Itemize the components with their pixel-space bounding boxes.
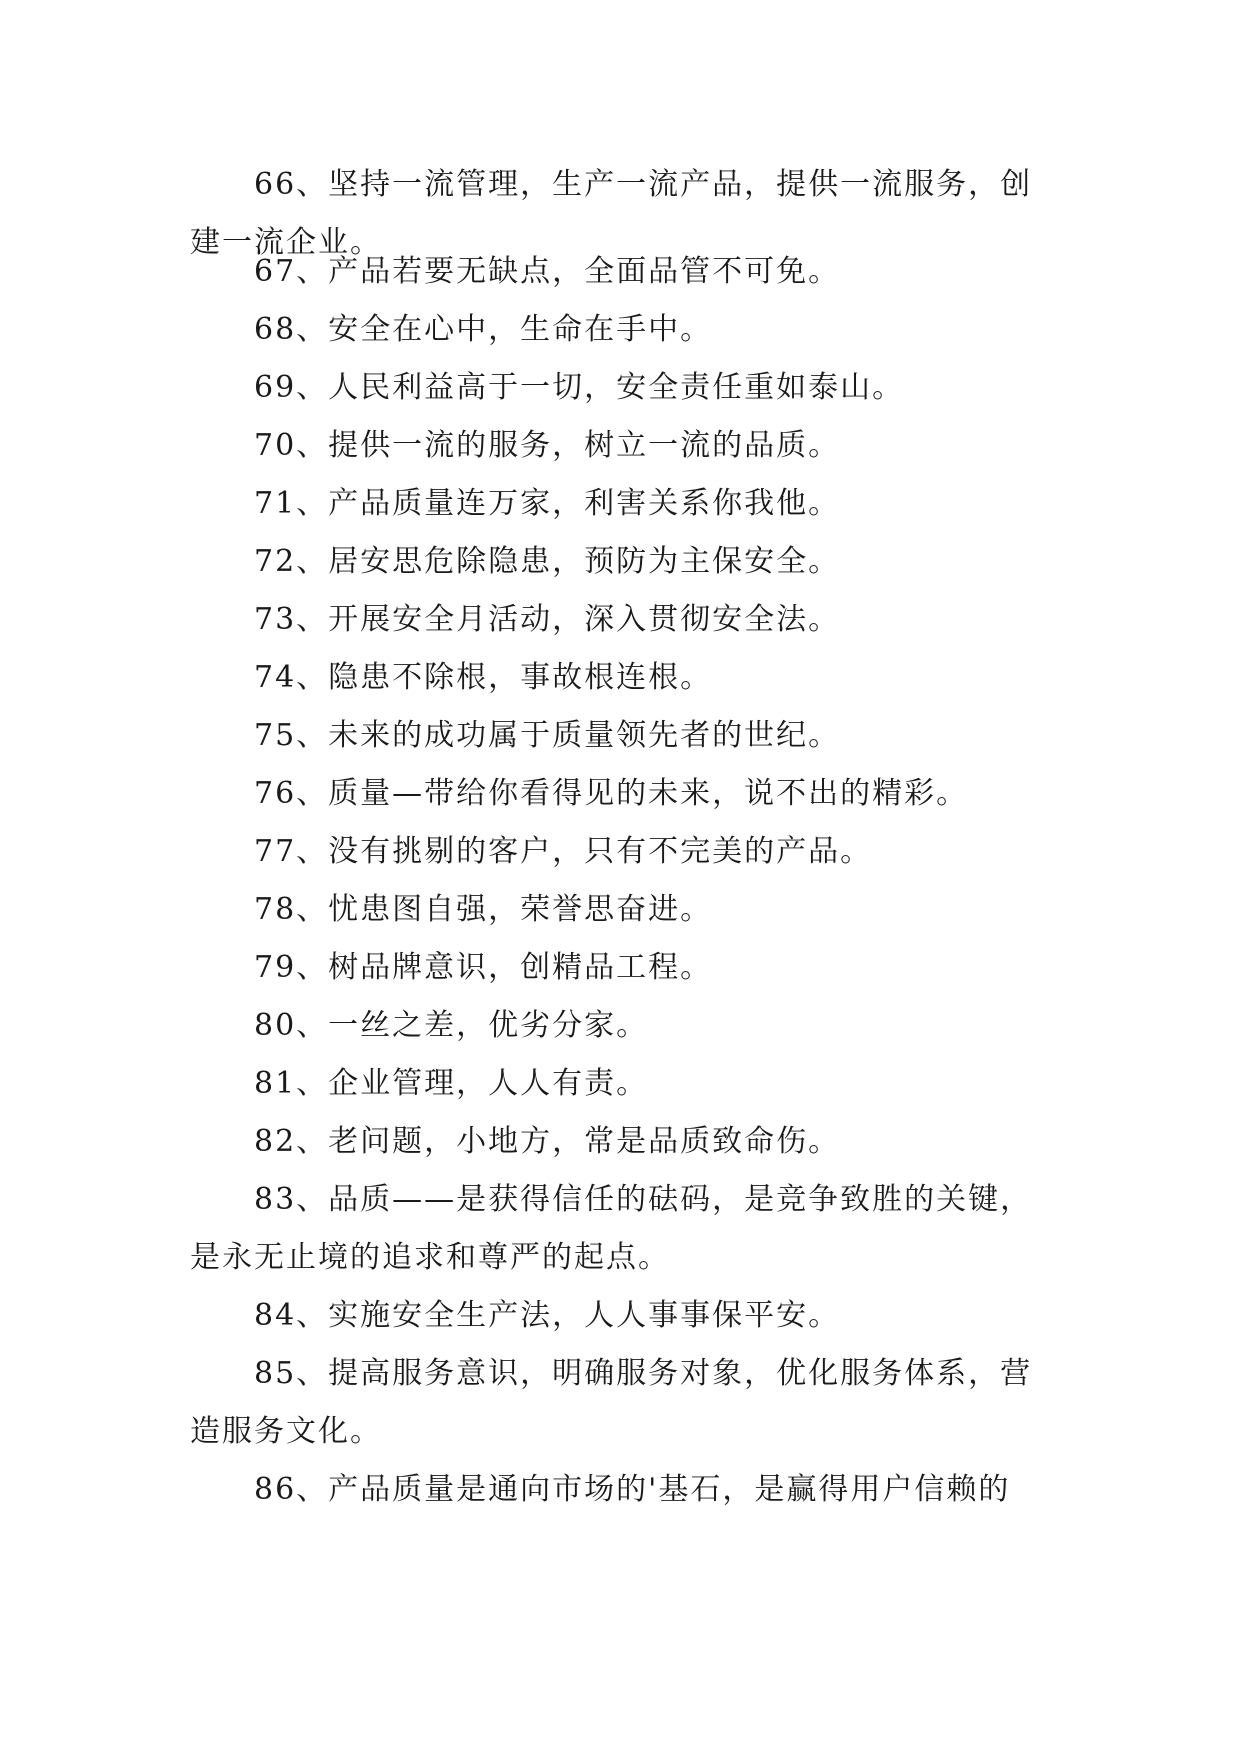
paragraph-77: 77、没有挑剔的客户，只有不完美的产品。: [254, 834, 873, 869]
paragraph-75: 75、未来的成功属于质量领先者的世纪。: [254, 718, 841, 753]
paragraph-80: 80、一丝之差，优劣分家。: [254, 1008, 649, 1043]
paragraph-73: 73、开展安全月活动，深入贯彻安全法。: [254, 602, 841, 637]
paragraph-78: 78、忧患图自强，荣誉思奋进。: [254, 892, 713, 927]
paragraph-81: 81、企业管理，人人有责。: [254, 1066, 649, 1101]
paragraph-76: 76、质量—带给你看得见的未来，说不出的精彩。: [254, 776, 969, 811]
paragraph-86: 86、产品质量是通向市场的'基石，是赢得用户信赖的: [254, 1472, 1011, 1507]
paragraph-85: 85、提高服务意识，明确服务对象，优化服务体系，营造服务文化。: [190, 1356, 1033, 1449]
paragraph-82: 82、老问题，小地方，常是品质致命伤。: [254, 1124, 841, 1159]
paragraph-74: 74、隐患不除根，事故根连根。: [254, 660, 713, 695]
paragraph-67: 67、产品若要无缺点，全面品管不可免。: [254, 254, 841, 289]
paragraph-68: 68、安全在心中，生命在手中。: [254, 312, 713, 347]
paragraph-70: 70、提供一流的服务，树立一流的品质。: [254, 428, 841, 463]
paragraph-79: 79、树品牌意识，创精品工程。: [254, 950, 713, 985]
paragraph-83: 83、品质——是获得信任的砝码，是竞争致胜的关键，是永无止境的追求和尊严的起点。: [190, 1182, 1033, 1275]
paragraph-66: 66、坚持一流管理，生产一流产品，提供一流服务，创建一流企业。: [190, 167, 1033, 260]
paragraph-72: 72、居安思危除隐患，预防为主保安全。: [254, 544, 841, 579]
paragraph-69: 69、人民利益高于一切，安全责任重如泰山。: [254, 370, 905, 405]
paragraph-84: 84、实施安全生产法，人人事事保平安。: [254, 1298, 841, 1333]
paragraph-71: 71、产品质量连万家，利害关系你我他。: [254, 486, 841, 521]
